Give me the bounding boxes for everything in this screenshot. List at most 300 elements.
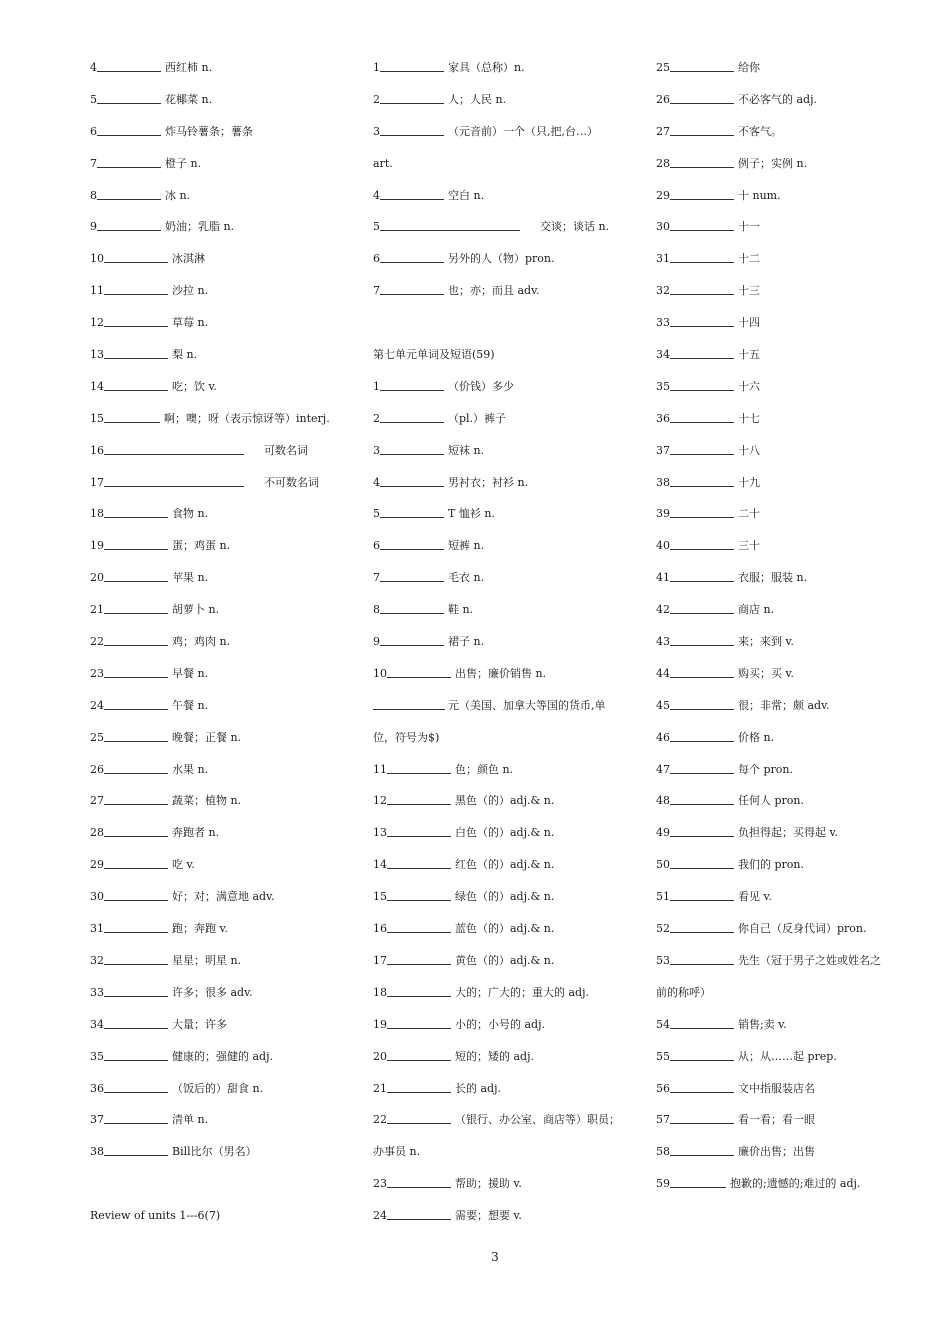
answer-blank[interactable] [380, 250, 444, 263]
item-number: 27 [656, 124, 670, 138]
item-number: 20 [373, 1049, 387, 1063]
answer-blank[interactable] [104, 1080, 168, 1093]
answer-blank[interactable] [670, 633, 734, 646]
answer-blank[interactable] [104, 729, 168, 742]
vocab-line [656, 1143, 918, 1175]
line-text: 前的称呼） [656, 985, 711, 999]
item-number: 2 [373, 411, 380, 425]
item-meaning: 可数名词 [264, 443, 308, 457]
item-number: 45 [656, 698, 670, 712]
vocab-line [656, 888, 918, 920]
item-meaning: 价格 n. [738, 730, 775, 744]
vocab-line [373, 761, 635, 793]
vocab-line [656, 665, 918, 697]
vocab-line [90, 1048, 360, 1080]
vocab-line [656, 1080, 918, 1112]
item-number: 14 [90, 379, 104, 393]
answer-blank[interactable] [670, 250, 734, 263]
item-meaning: 早餐 n. [172, 666, 209, 680]
item-number: 33 [90, 985, 104, 999]
vocab-line [373, 442, 635, 474]
item-number: 29 [90, 858, 104, 872]
line-text: 第七单元单词及短语(59) [373, 348, 495, 362]
item-meaning: 绿色（的）adj.& n. [455, 890, 555, 904]
answer-blank[interactable] [104, 792, 168, 805]
vocab-line [373, 378, 635, 410]
item-number: 38 [90, 1145, 104, 1159]
answer-blank[interactable] [380, 505, 444, 518]
item-number: 7 [90, 156, 97, 170]
vocab-line [656, 537, 918, 569]
item-number: 46 [656, 730, 670, 744]
answer-blank[interactable] [104, 601, 168, 614]
item-number: 42 [656, 603, 670, 617]
vocab-line [90, 187, 360, 219]
item-meaning: （银行、办公室、商店等）职员； [455, 1113, 620, 1127]
answer-blank[interactable] [387, 665, 451, 678]
item-number: 2 [373, 92, 380, 106]
item-meaning: 看见 v. [738, 890, 772, 904]
item-number: 15 [373, 890, 387, 904]
answer-blank[interactable] [670, 474, 734, 487]
answer-blank[interactable] [380, 123, 444, 136]
answer-blank[interactable] [670, 697, 734, 710]
answer-blank[interactable] [104, 410, 160, 423]
item-meaning: 空白 n. [448, 188, 485, 202]
answer-blank[interactable] [670, 1143, 734, 1156]
vocab-line [656, 505, 918, 537]
item-meaning: （价钱）多少 [448, 379, 514, 393]
answer-blank[interactable] [387, 1016, 451, 1029]
item-meaning: 冰 n. [165, 188, 191, 202]
vocab-line [656, 250, 918, 282]
answer-blank[interactable] [670, 314, 734, 327]
vocab-line [90, 378, 360, 410]
vocab-line [373, 824, 635, 856]
item-meaning: 长的 adj. [455, 1081, 502, 1095]
item-meaning: 吃；饮 v. [172, 379, 217, 393]
vocab-line [373, 1207, 635, 1239]
item-number: 39 [656, 507, 670, 521]
item-meaning: 奶油；乳脂 n. [165, 220, 235, 234]
item-number: 44 [656, 666, 670, 680]
answer-blank[interactable] [380, 282, 444, 295]
item-number: 34 [656, 348, 670, 362]
item-meaning: 短袜 n. [448, 443, 485, 457]
answer-blank[interactable] [670, 1080, 734, 1093]
answer-blank[interactable] [670, 1111, 734, 1124]
item-number: 53 [656, 953, 670, 967]
item-number: 11 [90, 284, 104, 298]
item-number: 11 [373, 762, 387, 776]
item-meaning: 黑色（的）adj.& n. [455, 794, 555, 808]
vocab-line [656, 59, 918, 91]
vocab-line [90, 1016, 360, 1048]
item-meaning: 不客气。 [738, 124, 782, 138]
answer-blank[interactable] [380, 91, 444, 104]
item-meaning: 抱歉的;遗憾的;难过的 adj. [730, 1177, 861, 1191]
answer-blank[interactable] [670, 505, 734, 518]
item-meaning: 出售；廉价销售 n. [455, 666, 547, 680]
answer-blank[interactable] [104, 1016, 168, 1029]
item-number: 58 [656, 1145, 670, 1159]
item-number: 35 [656, 379, 670, 393]
vocab-line [373, 123, 635, 155]
item-meaning: 黄色（的）adj.& n. [455, 953, 555, 967]
item-number: 21 [90, 603, 104, 617]
answer-blank[interactable] [380, 59, 444, 72]
vocab-line [90, 633, 360, 665]
answer-blank[interactable] [670, 824, 734, 837]
answer-blank[interactable] [387, 856, 451, 869]
vocab-line [373, 1080, 635, 1112]
answer-blank[interactable] [670, 155, 734, 168]
vocab-line [656, 346, 918, 378]
item-number: 28 [90, 826, 104, 840]
item-number: 7 [373, 571, 380, 585]
answer-blank[interactable] [670, 1048, 734, 1061]
answer-blank[interactable] [104, 1048, 168, 1061]
vocab-line [90, 792, 360, 824]
answer-blank[interactable] [97, 187, 161, 200]
vocab-line [90, 920, 360, 952]
item-number: 6 [373, 252, 380, 266]
answer-blank[interactable] [670, 792, 734, 805]
item-meaning: 二十 [738, 507, 760, 521]
item-number: 55 [656, 1049, 670, 1063]
vocab-line [90, 856, 360, 888]
vocab-line [373, 1016, 635, 1048]
item-meaning: 从；从……起 prep. [738, 1049, 837, 1063]
answer-blank[interactable] [104, 824, 168, 837]
answer-blank[interactable] [380, 569, 444, 582]
vocab-line [90, 91, 360, 123]
answer-blank[interactable] [380, 633, 444, 646]
item-meaning: 蛋；鸡蛋 n. [172, 539, 231, 553]
vocab-line [90, 346, 360, 378]
answer-blank[interactable] [670, 187, 734, 200]
item-meaning: 好；对；满意地 adv. [172, 890, 275, 904]
vocab-line [373, 346, 635, 378]
answer-blank[interactable] [670, 91, 734, 104]
answer-blank[interactable] [104, 505, 168, 518]
vocab-line [90, 697, 360, 729]
item-number: 8 [90, 188, 97, 202]
answer-blank[interactable] [670, 378, 734, 391]
item-number: 50 [656, 858, 670, 872]
answer-blank[interactable] [104, 856, 168, 869]
vocab-line [90, 888, 360, 920]
answer-blank[interactable] [387, 984, 451, 997]
vocab-line [656, 410, 918, 442]
item-meaning: 红色（的）adj.& n. [455, 858, 555, 872]
vocab-line [90, 155, 360, 187]
item-meaning: 胡萝卜 n. [172, 603, 220, 617]
item-meaning: （元音前）一个（只,把,台…） [448, 124, 598, 138]
item-meaning: 十七 [738, 411, 760, 425]
vocab-line [373, 1175, 635, 1207]
vocab-line [90, 442, 360, 474]
answer-blank[interactable] [97, 218, 161, 231]
answer-blank[interactable] [380, 187, 444, 200]
answer-blank[interactable] [670, 123, 734, 136]
item-number: 3 [373, 443, 380, 457]
vocab-line [90, 123, 360, 155]
item-meaning: 十 num. [738, 188, 781, 202]
item-number: 28 [656, 156, 670, 170]
vocab-line [373, 665, 635, 697]
item-meaning: 苹果 n. [172, 571, 209, 585]
vocab-line [373, 888, 635, 920]
answer-blank[interactable] [670, 1016, 734, 1029]
item-number: 40 [656, 539, 670, 553]
answer-blank[interactable] [387, 1080, 451, 1093]
item-number: 10 [373, 666, 387, 680]
answer-blank[interactable] [104, 474, 244, 487]
item-meaning: 你自己（反身代词）pron. [738, 922, 867, 936]
item-number: 30 [656, 220, 670, 234]
item-number: 34 [90, 1017, 104, 1031]
vocab-line [656, 697, 918, 729]
item-meaning: 许多；很多 adv. [172, 985, 253, 999]
vocab-line [373, 314, 635, 346]
answer-blank[interactable] [104, 378, 168, 391]
answer-blank[interactable] [670, 282, 734, 295]
answer-blank[interactable] [670, 569, 734, 582]
item-number: 4 [373, 475, 380, 489]
item-meaning: 白色（的）adj.& n. [455, 826, 555, 840]
item-number: 19 [90, 539, 104, 553]
item-meaning: 家具（总称）n. [448, 61, 525, 74]
vocab-line [373, 91, 635, 123]
vocab-line [90, 761, 360, 793]
item-number: 1 [373, 61, 380, 74]
answer-blank[interactable] [670, 601, 734, 614]
vocab-line [656, 442, 918, 474]
item-number: 37 [90, 1113, 104, 1127]
answer-blank[interactable] [670, 888, 734, 901]
vocab-line [373, 952, 635, 984]
item-number: 54 [656, 1017, 670, 1031]
vocab-line [90, 218, 360, 250]
item-number: 6 [90, 124, 97, 138]
item-meaning: 西红柿 n. [165, 61, 213, 74]
answer-blank[interactable] [387, 1048, 451, 1061]
answer-blank[interactable] [670, 346, 734, 359]
item-meaning: 奔跑者 n. [172, 826, 220, 840]
item-number: 5 [90, 92, 97, 106]
answer-blank[interactable] [104, 920, 168, 933]
item-meaning: 鸡；鸡肉 n. [172, 635, 231, 649]
answer-blank[interactable] [380, 442, 444, 455]
answer-blank[interactable] [97, 123, 161, 136]
answer-blank[interactable] [380, 601, 444, 614]
answer-blank[interactable] [670, 856, 734, 869]
vocab-line [656, 282, 918, 314]
answer-blank[interactable] [387, 1207, 451, 1220]
item-number: 26 [90, 762, 104, 776]
answer-blank[interactable] [670, 1175, 726, 1188]
line-text: Review of units 1---6(7) [90, 1209, 221, 1223]
answer-blank[interactable] [104, 346, 168, 359]
item-number: 26 [656, 92, 670, 106]
item-meaning: 裙子 n. [448, 635, 485, 649]
vocab-line [656, 378, 918, 410]
column-left [90, 59, 360, 1239]
answer-blank[interactable] [380, 537, 444, 550]
item-number: 12 [90, 316, 104, 330]
vocab-line [90, 601, 360, 633]
vocab-line [90, 1175, 360, 1207]
answer-blank[interactable] [670, 218, 734, 231]
answer-blank[interactable] [97, 91, 161, 104]
vocab-line [656, 601, 918, 633]
answer-blank[interactable] [387, 824, 451, 837]
item-meaning: 元（美国、加拿大等国的货币,单 [448, 698, 606, 712]
answer-blank[interactable] [104, 250, 168, 263]
item-meaning: 十五 [738, 348, 760, 362]
item-number: 49 [656, 826, 670, 840]
answer-blank[interactable] [670, 665, 734, 678]
column-middle [373, 59, 635, 1239]
answer-blank[interactable] [387, 888, 451, 901]
vocab-line [90, 410, 360, 442]
answer-blank[interactable] [104, 1111, 168, 1124]
answer-blank[interactable] [97, 59, 161, 72]
answer-blank[interactable] [670, 729, 734, 742]
item-number: 17 [373, 953, 387, 967]
vocab-line [656, 824, 918, 856]
answer-blank[interactable] [670, 952, 734, 965]
item-number: 22 [373, 1113, 387, 1127]
vocab-line [373, 250, 635, 282]
item-number: 57 [656, 1113, 670, 1127]
vocab-line [656, 792, 918, 824]
answer-blank[interactable] [670, 59, 734, 72]
answer-blank[interactable] [104, 984, 168, 997]
vocab-line [90, 1143, 360, 1175]
item-number: 25 [90, 730, 104, 744]
answer-blank[interactable] [104, 1143, 168, 1156]
vocab-line [373, 633, 635, 665]
item-meaning: 不必客气的 adj. [738, 92, 818, 106]
vocab-line [373, 697, 635, 729]
item-meaning: 清单 n. [172, 1113, 209, 1127]
vocab-line [373, 984, 635, 1016]
answer-blank[interactable] [104, 442, 244, 455]
answer-blank[interactable] [387, 952, 451, 965]
item-meaning: 大的；广大的；重大的 adj. [455, 985, 590, 999]
item-number: 20 [90, 571, 104, 585]
item-number: 17 [90, 475, 104, 489]
item-meaning: 水果 n. [172, 762, 209, 776]
answer-blank[interactable] [104, 633, 168, 646]
item-number: 30 [90, 890, 104, 904]
item-number: 21 [373, 1081, 387, 1095]
answer-blank[interactable] [104, 888, 168, 901]
answer-blank[interactable] [104, 282, 168, 295]
answer-blank[interactable] [387, 1175, 451, 1188]
item-meaning: 午餐 n. [172, 698, 209, 712]
item-number: 59 [656, 1177, 670, 1191]
answer-blank[interactable] [670, 761, 734, 774]
answer-blank[interactable] [104, 665, 168, 678]
item-meaning: 也；亦；而且 adv. [448, 284, 540, 298]
vocab-line [90, 729, 360, 761]
answer-blank[interactable] [387, 792, 451, 805]
answer-blank[interactable] [380, 410, 444, 423]
line-text: art. [373, 156, 393, 170]
item-meaning: 需要；想要 v. [455, 1209, 522, 1223]
item-number: 37 [656, 443, 670, 457]
vocab-line [373, 729, 635, 761]
vocab-line [90, 1080, 360, 1112]
vocab-line [656, 761, 918, 793]
vocab-line [656, 155, 918, 187]
item-meaning: 给你 [738, 61, 760, 74]
item-meaning: 十三 [738, 284, 760, 298]
item-meaning: Bill比尔（男名） [172, 1145, 257, 1159]
item-meaning: 短裤 n. [448, 539, 485, 553]
item-meaning: 啊；噢；呀（表示惊讶等）interj. [164, 411, 330, 425]
vocab-line [656, 1016, 918, 1048]
answer-blank[interactable] [380, 218, 520, 231]
item-number: 51 [656, 890, 670, 904]
item-number: 31 [90, 922, 104, 936]
answer-blank[interactable] [670, 920, 734, 933]
item-number: 43 [656, 635, 670, 649]
vocab-line [373, 537, 635, 569]
item-meaning: 看一看；看一眼 [738, 1113, 815, 1127]
item-meaning: 小的；小号的 adj. [455, 1017, 546, 1031]
answer-blank[interactable] [373, 697, 445, 710]
answer-blank[interactable] [670, 410, 734, 423]
item-number: 47 [656, 762, 670, 776]
answer-blank[interactable] [670, 537, 734, 550]
vocab-line [656, 314, 918, 346]
item-meaning: 另外的人（物）pron. [448, 252, 555, 266]
answer-blank[interactable] [104, 952, 168, 965]
vocab-line [90, 665, 360, 697]
answer-blank[interactable] [104, 314, 168, 327]
item-meaning: 十二 [738, 252, 760, 266]
answer-blank[interactable] [380, 378, 444, 391]
vocab-line [373, 569, 635, 601]
answer-blank[interactable] [387, 761, 451, 774]
item-number: 56 [656, 1081, 670, 1095]
answer-blank[interactable] [104, 761, 168, 774]
vocab-line [373, 601, 635, 633]
item-number: 48 [656, 794, 670, 808]
answer-blank[interactable] [387, 920, 451, 933]
answer-blank[interactable] [97, 155, 161, 168]
item-meaning: 廉价出售；出售 [738, 1145, 815, 1159]
item-meaning: 健康的；强健的 adj. [172, 1049, 274, 1063]
answer-blank[interactable] [104, 537, 168, 550]
answer-blank[interactable] [380, 474, 444, 487]
item-meaning: 我们的 pron. [738, 858, 804, 872]
vocab-line [90, 1111, 360, 1143]
answer-blank[interactable] [670, 442, 734, 455]
item-meaning: 梨 n. [172, 348, 198, 362]
item-number: 19 [373, 1017, 387, 1031]
vocab-line [373, 1048, 635, 1080]
vocab-line [656, 569, 918, 601]
item-number: 23 [90, 666, 104, 680]
answer-blank[interactable] [387, 1111, 451, 1124]
answer-blank[interactable] [104, 697, 168, 710]
answer-blank[interactable] [104, 569, 168, 582]
